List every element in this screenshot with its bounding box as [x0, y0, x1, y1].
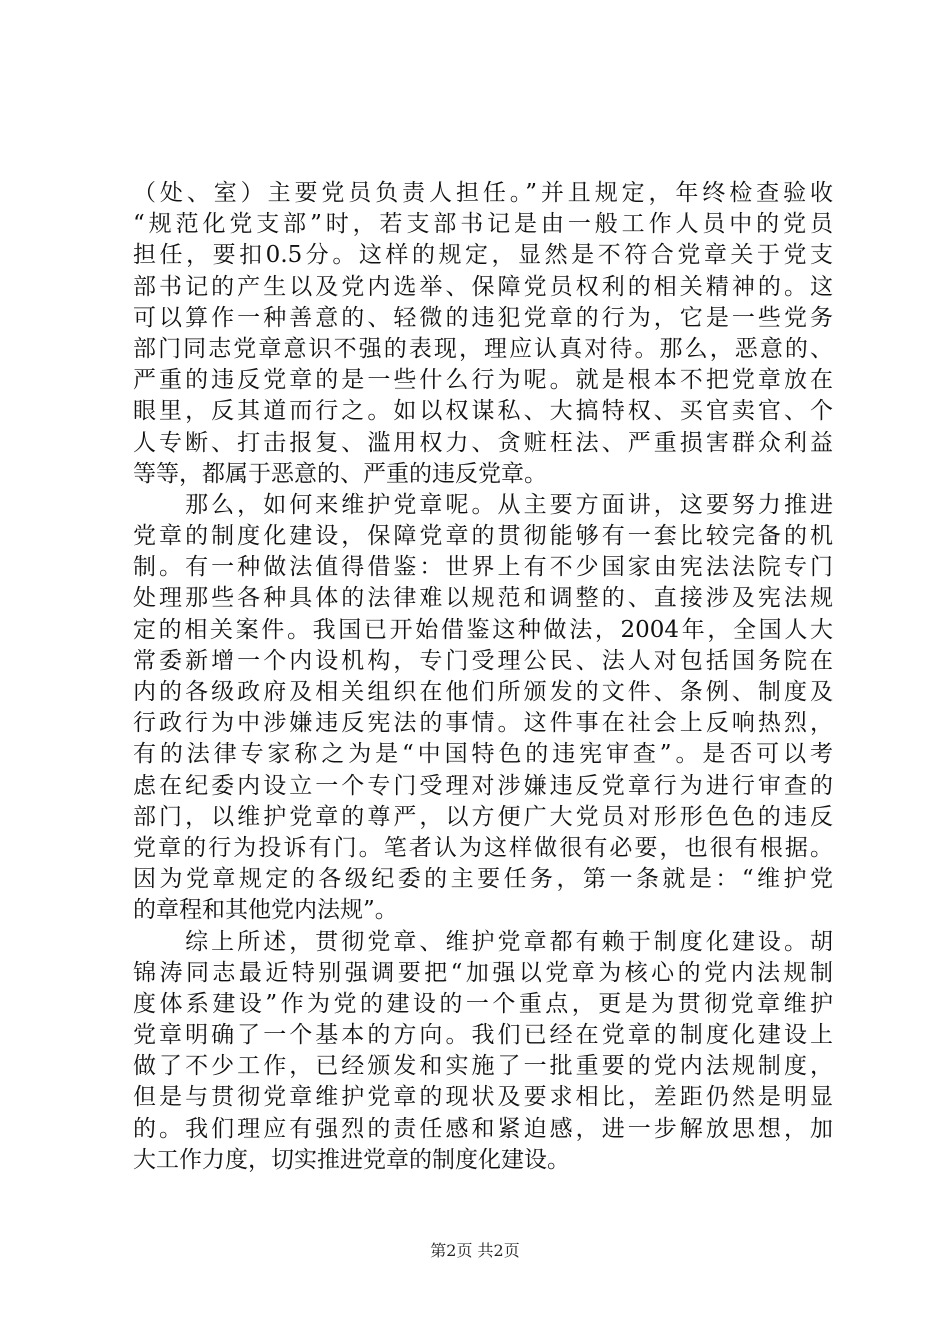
- text-line: 度体系建设”作为党的建设的一个重点，更是为贯彻党章维护: [133, 990, 833, 1017]
- text-line: 常委新增一个内设机构，专门受理公民、法人对包括国务院在: [133, 647, 833, 674]
- text-line: 做了不少工作，已经颁发和实施了一批重要的党内法规制度，: [133, 1053, 833, 1080]
- text-line: 可以算作一种善意的、轻微的违犯党章的行为，它是一些党务: [133, 304, 833, 331]
- text-line: 内的各级政府及相关组织在他们所颁发的文件、条例、制度及: [133, 679, 833, 705]
- text-line: 综上所述，贯彻党章、维护党章都有赖于制度化建设。胡: [133, 928, 833, 955]
- text-line: 有的法律专家称之为是“中国特色的违宪审查”。是否可以考: [133, 741, 833, 768]
- text-line: 党章的行为投诉有门。笔者认为这样做很有必要，也很有根据。: [133, 834, 833, 861]
- text-line: 党章明确了一个基本的方向。我们已经在党章的制度化建设上: [133, 1022, 833, 1049]
- text-line: 那么，如何来维护党章呢。从主要方面讲，这要努力推进: [133, 491, 833, 518]
- page-footer: 第2页 共2页: [430, 1241, 520, 1260]
- text-line: 锦涛同志最近特别强调要把“加强以党章为核心的党内法规制: [133, 959, 833, 986]
- text-line: 大工作力度，切实推进党章的制度化建设。: [133, 1146, 570, 1173]
- text-line: 行政行为中涉嫌违反宪法的事情。这件事在社会上反响热烈，: [133, 710, 833, 737]
- text-line: 处理那些各种具体的法律难以规范和调整的、直接涉及宪法规: [133, 585, 833, 612]
- text-line: 人专断、打击报复、滥用权力、贪赃枉法、严重损害群众利益: [133, 429, 833, 456]
- text-line: 部书记的产生以及党内选举、保障党员权利的相关精神的。这: [133, 273, 833, 300]
- text-line: 党章的制度化建设，保障党章的贯彻能够有一套比较完备的机: [133, 523, 833, 550]
- text-line: 因为党章规定的各级纪委的主要任务，第一条就是：“维护党: [133, 866, 833, 893]
- text-line: 的章程和其他党内法规”。: [133, 897, 398, 924]
- text-line: 定的相关案件。我国已开始借鉴这种做法，2004年，全国人大: [133, 616, 833, 643]
- text-line: 担任，要扣0.5分。这样的规定，显然是不符合党章关于党支: [133, 242, 833, 269]
- text-line: 严重的违反党章的是一些什么行为呢。就是根本不把党章放在: [133, 367, 833, 394]
- text-line: 但是与贯彻党章维护党章的现状及要求相比，差距仍然是明显: [133, 1084, 833, 1111]
- body-text: [133, 178, 833, 1176]
- text-line: 眼里，反其道而行之。如以权谋私、大搞特权、买官卖官、个: [133, 398, 833, 425]
- text-line: 等等，都属于恶意的、严重的违反党章。: [133, 460, 547, 487]
- text-line: 部门，以维护党章的尊严，以方便广大党员对形形色色的违反: [133, 803, 833, 830]
- text-line: 部门同志党章意识不强的表现，理应认真对待。那么，恶意的、: [133, 335, 833, 362]
- text-line: 的。我们理应有强烈的责任感和紧迫感，进一步解放思想，加: [133, 1115, 833, 1142]
- text-line: “规范化党支部”时，若支部书记是由一般工作人员中的党员: [133, 211, 833, 238]
- text-line: 制。有一种做法值得借鉴：世界上有不少国家由宪法法院专门: [133, 554, 833, 581]
- text-line: （处、室）主要党员负责人担任。”并且规定，年终检查验收: [133, 180, 833, 206]
- text-line: 虑在纪委内设立一个专门受理对涉嫌违反党章行为进行审查的: [133, 772, 833, 799]
